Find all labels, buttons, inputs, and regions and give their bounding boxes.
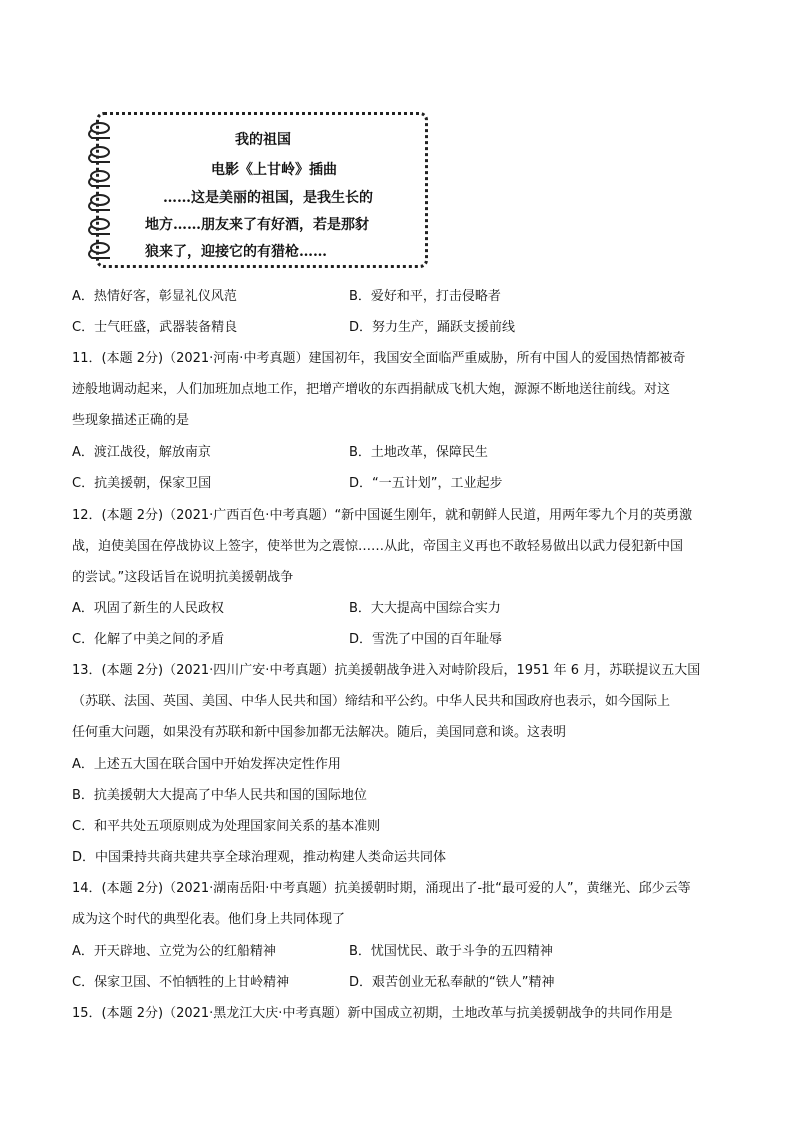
option-b[interactable]: B．大大提高中国综合实力 [349, 601, 501, 616]
option-b[interactable]: B．抗美援朝大大提高了中华人民共和国的国际地位 [72, 788, 367, 803]
option-c[interactable]: C．士气旺盛，武器装备精良 [72, 320, 238, 335]
option-a[interactable]: A．巩固了新生的人民政权 [72, 601, 224, 616]
question-text: 11．(本题 2分)（2021·河南·中考真题）建国初年，我国安全面临严重威胁，所有中国人的爱国热情都被奇 [72, 351, 686, 366]
option-c[interactable]: C．抗美援朝，保家卫国 [72, 476, 212, 491]
question-text: 迹般地调动起来，人们加班加点地工作，把增产增收的东西捐献成飞机大炮，源源不断地送往前线。对这 [72, 382, 671, 397]
option-d[interactable]: D．雪洗了中国的百年耻辱 [349, 632, 503, 647]
option-b[interactable]: B．忧国忧民、敢于斗争的五四精神 [349, 944, 553, 959]
option-a[interactable]: A．渡江战役，解放南京 [72, 445, 211, 460]
option-c[interactable]: C．化解了中美之间的矛盾 [72, 632, 225, 647]
option-b[interactable]: B．土地改革，保障民生 [349, 445, 488, 460]
lyric-subtitle: 电影《上甘岭》插曲 [211, 162, 337, 178]
question-text: 15．(本题 2分)（2021·黑龙江大庆·中考真题）新中国成立初期，土地改革与抗美援朝战争的共同作用是 [72, 1006, 673, 1021]
option-c[interactable]: C．和平共处五项原则成为处理国家间关系的基本准则 [72, 819, 381, 834]
lyric-line: ……这是美丽的祖国，是我生长的 [163, 190, 373, 206]
question-text: 些现象描述正确的是 [72, 413, 190, 428]
question-text: 13．(本题 2分)（2021·四川广安·中考真题）抗美援朝战争进入对峙阶段后，1951 年 6 月，苏联提议五大国 [72, 663, 701, 678]
question-text: 成为这个时代的典型化表。他们身上共同体现了 [72, 912, 346, 927]
lyric-line: 狼来了，迎接它的有猎枪…… [145, 244, 327, 260]
question-text: 的尝试。”这段话旨在说明抗美援朝战争 [72, 570, 294, 585]
option-d[interactable]: D．努力生产，踊跃支援前线 [349, 320, 516, 335]
lyric-frame [96, 112, 428, 268]
option-c[interactable]: C．保家卫国、不怕牺牲的上甘岭精神 [72, 975, 290, 990]
question-text: 战，迫使美国在停战协议上签字，使举世为之震惊……从此，帝国主义再也不敢轻易做出以武力侵犯新中国 [72, 539, 684, 554]
option-d[interactable]: D．艰苦创业无私奉献的“铁人”精神 [349, 975, 555, 990]
lyric-line: 地方……朋友来了有好酒，若是那豺 [145, 217, 369, 233]
option-d[interactable]: D．中国秉持共商共建共享全球治理观，推动构建人类命运共同体 [72, 850, 447, 865]
option-b[interactable]: B．爱好和平，打击侵略者 [349, 289, 501, 304]
option-a[interactable]: A．热情好客，彰显礼仪风范 [72, 289, 237, 304]
question-text: 14．(本题 2分)（2021·湖南岳阳·中考真题）抗美援朝时期，涌现出了-批“最可爱的人”，黄继光、邱少云等 [72, 881, 691, 896]
question-text: 任何重大问题，如果没有苏联和新中国参加都无法解决。随后，美国同意和谈。这表明 [72, 725, 567, 740]
lyric-notebook [82, 112, 430, 270]
lyric-title: 我的祖国 [235, 132, 291, 148]
option-a[interactable]: A．上述五大国在联合国中开始发挥决定性作用 [72, 757, 341, 772]
option-a[interactable]: A．开天辟地、立党为公的红船精神 [72, 944, 276, 959]
option-d[interactable]: D．“一五计划”，工业起步 [349, 476, 503, 491]
question-text: （苏联、法国、英国、美国、中华人民共和国）缔结和平公约。中华人民共和国政府也表示，如今国际上 [72, 694, 671, 709]
question-text: 12．(本题 2分)（2021·广西百色·中考真题）“新中国诞生刚年，就和朝鲜人民道，用两年零九个月的英勇激 [72, 508, 693, 523]
